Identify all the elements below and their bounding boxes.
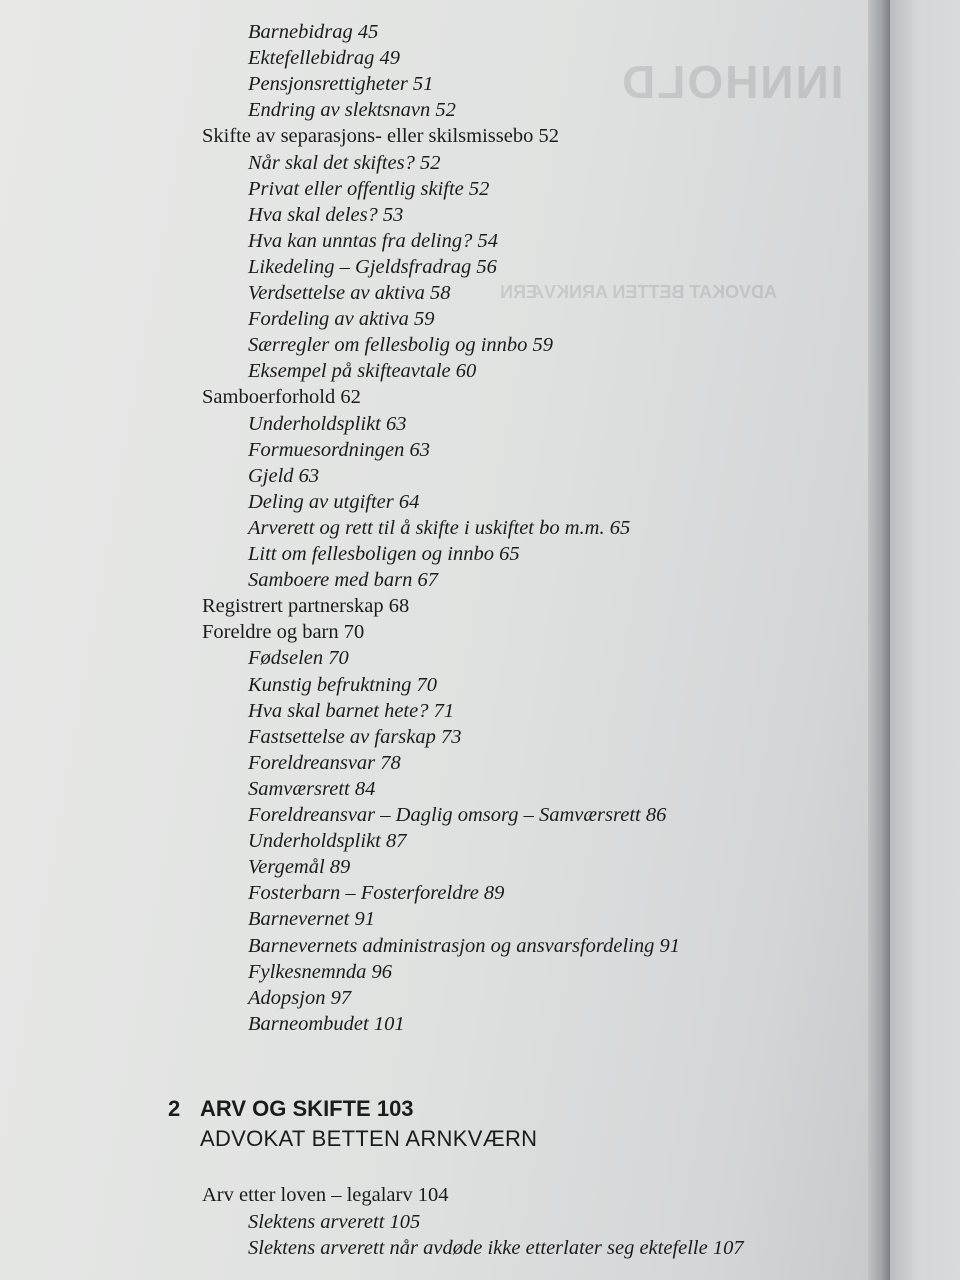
toc-subsection: Underholdsplikt 63 bbox=[248, 412, 407, 435]
toc-subsection: Når skal det skiftes? 52 bbox=[248, 151, 441, 174]
toc-subsection: Foreldreansvar – Daglig omsorg – Samværsrett 86 bbox=[248, 804, 667, 826]
toc-subsection: Fordeling av aktiva 59 bbox=[248, 308, 435, 331]
toc-subsection: Gjeld 63 bbox=[248, 464, 320, 487]
bleed-through-heading: INNHOLD bbox=[620, 56, 844, 108]
toc-subsection: Barneombudet 101 bbox=[248, 1012, 405, 1035]
toc-subsection: Fødselen 70 bbox=[248, 647, 349, 670]
toc-section: Foreldre og barn 70 bbox=[202, 621, 365, 644]
toc-subsection: Kunstig befruktning 70 bbox=[248, 673, 438, 696]
page-edge bbox=[868, 0, 890, 1280]
toc-subsection: Verdsettelse av aktiva 58 bbox=[248, 282, 451, 304]
toc-subsection: Likedeling – Gjeldsfradrag 56 bbox=[248, 255, 497, 278]
toc-subsection: Samboere med barn 67 bbox=[248, 569, 438, 592]
toc-section: Skifte av separasjons- eller skilsmissebo 52 bbox=[202, 125, 559, 148]
toc-subsection: Foreldreansvar 78 bbox=[248, 751, 401, 774]
toc-subsection: Særregler om fellesbolig og innbo 59 bbox=[248, 334, 554, 357]
toc-section: Arv etter loven – legalarv 104 bbox=[202, 1184, 449, 1206]
toc-subsection: Fylkesnemnda 96 bbox=[248, 960, 393, 983]
chapter-number: 2 bbox=[168, 1096, 181, 1121]
toc-subsection: Underholdsplikt 87 bbox=[248, 830, 407, 853]
toc-subsection: Hva skal barnet hete? 71 bbox=[248, 699, 455, 722]
toc-subsection: Barnebidrag 45 bbox=[248, 21, 379, 43]
toc-subsection: Barnevernet 91 bbox=[248, 908, 375, 931]
toc-subsection: Slektens arverett 105 bbox=[248, 1210, 421, 1233]
toc-section: Registrert partnerskap 68 bbox=[202, 595, 410, 618]
toc-subsection: Formuesordningen 63 bbox=[248, 438, 431, 461]
adjacent-page bbox=[890, 0, 960, 1280]
toc-subsection: Vergemål 89 bbox=[248, 856, 351, 879]
toc-subsection: Deling av utgifter 64 bbox=[248, 490, 420, 513]
toc-subsection: Slektens arverett når avdøde ikke etterlater seg ektefelle 107 bbox=[248, 1237, 744, 1259]
toc-subsection: Ektefellebidrag 49 bbox=[248, 47, 400, 70]
toc-subsection: Endring av slektsnavn 52 bbox=[248, 99, 456, 122]
toc-subsection: Fosterbarn – Fosterforeldre 89 bbox=[248, 882, 505, 905]
toc-subsection: Fastsettelse av farskap 73 bbox=[248, 725, 462, 748]
toc-subsection: Litt om fellesboligen og innbo 65 bbox=[248, 543, 520, 565]
toc-subsection: Hva skal deles? 53 bbox=[248, 203, 404, 226]
chapter-author: ADVOKAT BETTEN ARNKVÆRN bbox=[200, 1126, 538, 1151]
chapter-title: ARV OG SKIFTE 103 bbox=[200, 1096, 414, 1121]
toc-section: Samboerforhold 62 bbox=[202, 386, 361, 409]
toc-subsection: Privat eller offentlig skifte 52 bbox=[248, 177, 490, 200]
toc-subsection: Barnevernets administrasjon og ansvarsfordeling 91 bbox=[248, 934, 681, 957]
toc-subsection: Pensjonsrettigheter 51 bbox=[248, 73, 434, 96]
toc-subsection: Samværsrett 84 bbox=[248, 777, 376, 800]
toc-subsection: Eksempel på skifteavtale 60 bbox=[248, 360, 477, 383]
toc-subsection: Adopsjon 97 bbox=[248, 986, 352, 1009]
bleed-through-author: ADVOKAT BETTEN ARNKVÆRN bbox=[500, 282, 777, 302]
toc-subsection: Arverett og rett til å skifte i uskiftet bo m.m. 65 bbox=[248, 516, 631, 539]
toc-subsection: Hva kan unntas fra deling? 54 bbox=[248, 229, 498, 252]
